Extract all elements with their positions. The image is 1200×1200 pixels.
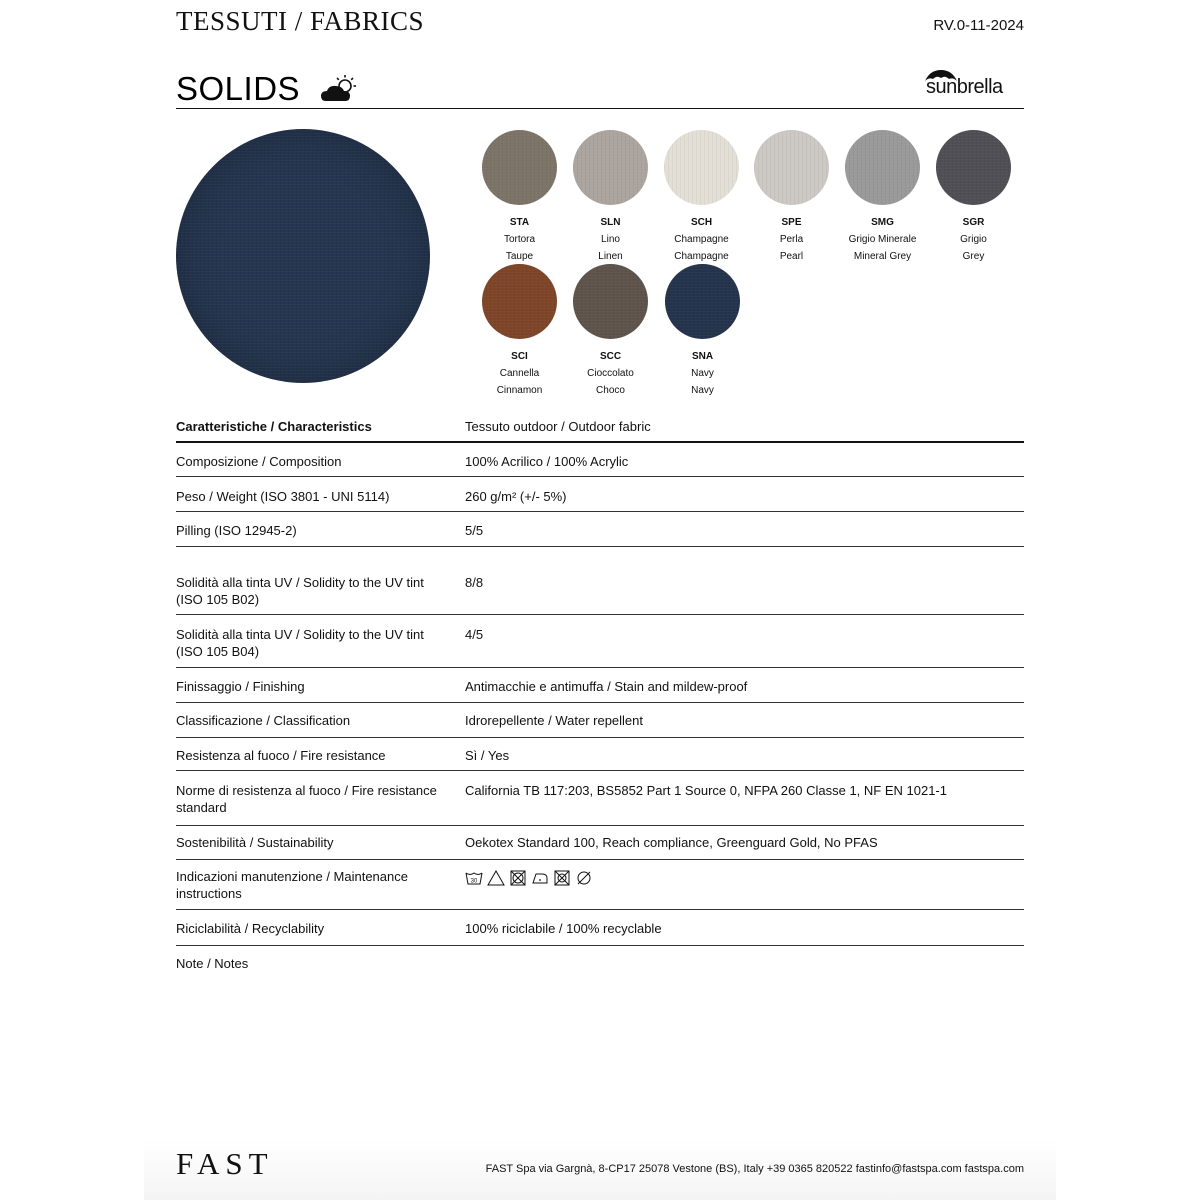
fabric-texture <box>573 264 648 339</box>
row-label: Riciclabilità / Recyclability <box>176 921 325 936</box>
swatch-color-dot <box>754 130 829 205</box>
row-value: 100% riciclabile / 100% recyclable <box>465 921 662 936</box>
swatch-color-dot <box>482 130 557 205</box>
swatch-code: STA <box>509 217 530 228</box>
row-label: Norme di resistenza al fuoco / Fire resistance standard <box>176 783 437 815</box>
swatch-name-english: Navy <box>691 385 714 396</box>
bleach-allowed-icon <box>487 870 505 886</box>
swatch-color-dot <box>936 130 1011 205</box>
swatch-code: SLN <box>600 217 621 228</box>
swatch-name-english: Mineral Grey <box>853 251 912 262</box>
fabric-texture <box>845 130 920 205</box>
fabric-texture <box>176 129 430 383</box>
footer-contact: FAST Spa via Gargnà, 8-CP17 25078 Vestone (BS), Italy +39 0365 820522 fastinfo@fastspa.com fastspa.com <box>485 1163 1024 1175</box>
swatch-name-english: Choco <box>596 385 625 396</box>
swatch-code: SCI <box>511 351 528 362</box>
swatch-name-italian: Champagne <box>674 234 729 245</box>
swatch-name-italian: Cioccolato <box>587 368 634 379</box>
swatch-name-italian: Grigio <box>960 234 987 245</box>
row-divider <box>176 909 1024 910</box>
row-value: California TB 117:203, BS5852 Part 1 Source 0, NFPA 260 Classe 1, NF EN 1021-1 <box>465 783 947 798</box>
fabric-texture <box>664 130 739 205</box>
row-divider <box>176 511 1024 512</box>
row-label: Caratteristiche / Characteristics <box>176 419 372 434</box>
row-value: Sì / Yes <box>465 748 510 763</box>
row-divider <box>176 614 1024 615</box>
row-divider <box>176 441 1024 443</box>
swatch-sgr <box>928 130 1019 265</box>
row-label: Sostenibilità / Sustainability <box>176 835 334 850</box>
row-value: 4/5 <box>465 627 484 642</box>
swatch-name-italian: Tortora <box>503 234 536 245</box>
row-divider <box>176 825 1024 826</box>
swatch-code: SCH <box>690 217 713 228</box>
fast-logo: FAST <box>176 1146 274 1181</box>
swatch-color-dot <box>482 264 557 339</box>
no-tumble-dry-icon <box>509 870 527 886</box>
row-label: Solidità alla tinta UV / Solidity to the UV tint (ISO 105 B04) <box>176 627 424 659</box>
row-divider <box>176 702 1024 703</box>
swatch-color-dot <box>664 130 739 205</box>
wash-30-icon <box>465 870 483 886</box>
no-professional-clean-icon <box>575 870 593 886</box>
row-divider <box>176 737 1024 738</box>
swatch-spe <box>746 130 837 265</box>
swatch-name-italian: Navy <box>691 368 714 379</box>
swatch-name-english: Grey <box>962 251 985 262</box>
brand-name: sunbrella <box>926 76 1003 98</box>
wash-temperature: 30 <box>470 878 478 885</box>
row-label: Resistenza al fuoco / Fire resistance <box>176 748 386 763</box>
swatch-color-dot <box>573 130 648 205</box>
swatch-name-english: Taupe <box>505 251 534 262</box>
no-dry-clean-icon <box>553 870 571 886</box>
swatch-sch <box>656 130 747 265</box>
row-divider <box>176 667 1024 668</box>
row-label: Peso / Weight (ISO 3801 - UNI 5114) <box>176 489 390 504</box>
row-divider <box>176 476 1024 477</box>
row-value: 5/5 <box>465 523 484 538</box>
swatch-name-english: Linen <box>598 251 623 262</box>
collection-title: SOLIDS <box>176 70 301 107</box>
row-value: Oekotex Standard 100, Reach compliance, Greenguard Gold, No PFAS <box>465 835 878 850</box>
row-value: 8/8 <box>465 575 484 590</box>
header-divider <box>176 108 1024 109</box>
row-divider <box>176 546 1024 547</box>
swatch-name-english: Cinnamon <box>496 385 543 396</box>
fabric-texture <box>754 130 829 205</box>
swatch-sta <box>474 130 565 265</box>
swatch-sln <box>565 130 656 265</box>
row-label: Solidità alla tinta UV / Solidity to the UV tint (ISO 105 B02) <box>176 575 424 607</box>
swatch-sna <box>657 264 748 399</box>
sunbrella-logo <box>924 70 1024 102</box>
swatch-name-italian: Cannella <box>499 368 540 379</box>
row-value: 260 g/m² (+/- 5%) <box>465 489 567 504</box>
document-title: TESSUTI / FABRICS <box>176 6 425 36</box>
row-value: Antimacchie e antimuffa / Stain and mildew-proof <box>465 679 748 694</box>
swatch-scc <box>565 264 656 399</box>
swatch-code: SNA <box>691 351 714 362</box>
swatch-name-italian: Perla <box>779 234 804 245</box>
row-divider <box>176 945 1024 946</box>
row-label: Note / Notes <box>176 956 249 971</box>
swatch-code: SPE <box>781 217 802 228</box>
row-label: Classificazione / Classification <box>176 713 351 728</box>
swatch-code: SMG <box>871 217 894 228</box>
row-value: Idrorepellente / Water repellent <box>465 713 644 728</box>
swatch-code: SCC <box>599 351 622 362</box>
main-fabric-swatch <box>176 129 430 383</box>
swatch-code: SGR <box>962 217 985 228</box>
row-divider <box>176 859 1024 860</box>
row-label: Composizione / Composition <box>176 454 342 469</box>
swatch-name-english: Pearl <box>779 251 804 262</box>
row-divider <box>176 770 1024 771</box>
revision-code: RV.0-11-2024 <box>933 17 1024 34</box>
row-value <box>465 868 1025 890</box>
swatch-sci <box>474 264 565 399</box>
care-symbols <box>465 870 593 886</box>
fabric-texture <box>936 130 1011 205</box>
row-label: Finissaggio / Finishing <box>176 679 305 694</box>
fabric-texture <box>665 264 740 339</box>
row-label: Indicazioni manutenzione / Maintenance instructions <box>176 869 408 901</box>
fabric-texture <box>482 264 557 339</box>
swatch-name-english: Champagne <box>674 251 729 262</box>
iron-low-icon <box>531 870 549 886</box>
swatch-color-dot <box>845 130 920 205</box>
swatch-color-dot <box>573 264 648 339</box>
sun-cloud-icon <box>320 74 358 104</box>
swatch-color-dot <box>665 264 740 339</box>
swatch-name-italian: Grigio Minerale <box>848 234 917 245</box>
swatch-smg <box>837 130 928 265</box>
row-label: Pilling (ISO 12945-2) <box>176 523 297 538</box>
fabric-texture <box>482 130 557 205</box>
fabric-texture <box>573 130 648 205</box>
row-value: Tessuto outdoor / Outdoor fabric <box>465 419 651 434</box>
row-value: 100% Acrilico / 100% Acrylic <box>465 454 629 469</box>
swatch-name-italian: Lino <box>601 234 620 245</box>
